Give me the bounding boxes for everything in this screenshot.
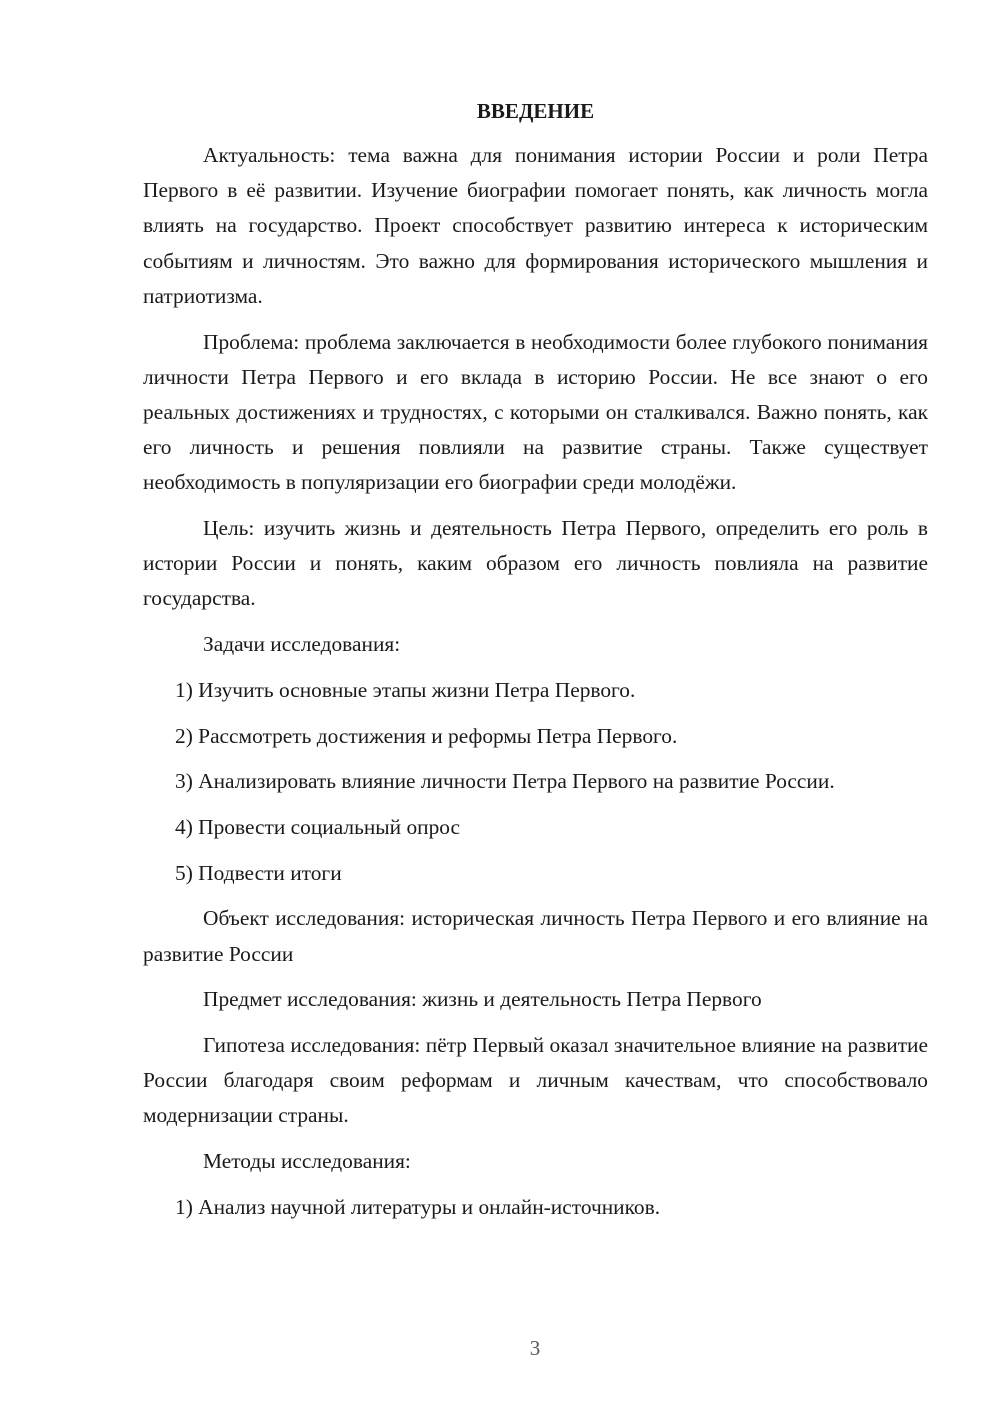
page-number: 3: [529, 1336, 541, 1360]
tasks-title: Задачи исследования:: [203, 632, 401, 657]
goal-paragraph: Цель: изучить жизнь и деятельность Петра Первого, определить его роль в истории России и понять, каким образом его личность повлияла на развитие государства.: [143, 516, 928, 611]
task-item: 2) Рассмотреть достижения и реформы Петра Первого.: [175, 723, 678, 748]
hypothesis-paragraph: Гипотеза исследования: пётр Первый оказал значительное влияние на развитие России благодаря своим реформам и личным качествам, что способствовало модернизации страны.: [143, 1032, 928, 1128]
method-item: 1) Анализ научной литературы и онлайн-источников.: [175, 1194, 661, 1219]
section-heading: ВВЕДЕНИЕ: [476, 99, 595, 123]
object-paragraph: Объект исследования: историческая личность Петра Первого и его влияние на развитие России: [143, 906, 928, 966]
subject-paragraph: Предмет исследования: жизнь и деятельность Петра Первого: [203, 987, 762, 1012]
relevance-paragraph: Актуальность: тема важна для понимания истории России и роли Петра Первого в её развитии. Изучение биографии помогает понять, как личность могла влиять на государство. Проект способствует развитию интереса к историческим событиям и личностям. Это важно для формирования исторического мышления и патриотизма.: [143, 143, 928, 308]
task-item: 4) Провести социальный опрос: [175, 814, 461, 839]
methods-title: Методы исследования:: [203, 1149, 411, 1174]
task-item: 1) Изучить основные этапы жизни Петра Первого.: [175, 677, 636, 702]
document-body: [143, 96, 928, 1225]
task-item: 5) Подвести итоги: [175, 860, 342, 885]
task-item: 3) Анализировать влияние личности Петра Первого на развитие России.: [175, 769, 835, 794]
problem-paragraph: Проблема: проблема заключается в необходимости более глубокого понимания личности Петра Первого и его вклада в историю России. Не все знают о его реальных достижениях и трудностях, с которыми он сталкивался. Важно понять, как его личность и решения повлияли на развитие страны. Также существует необходимость в популяризации его биографии среди молодёжи.: [143, 329, 928, 495]
